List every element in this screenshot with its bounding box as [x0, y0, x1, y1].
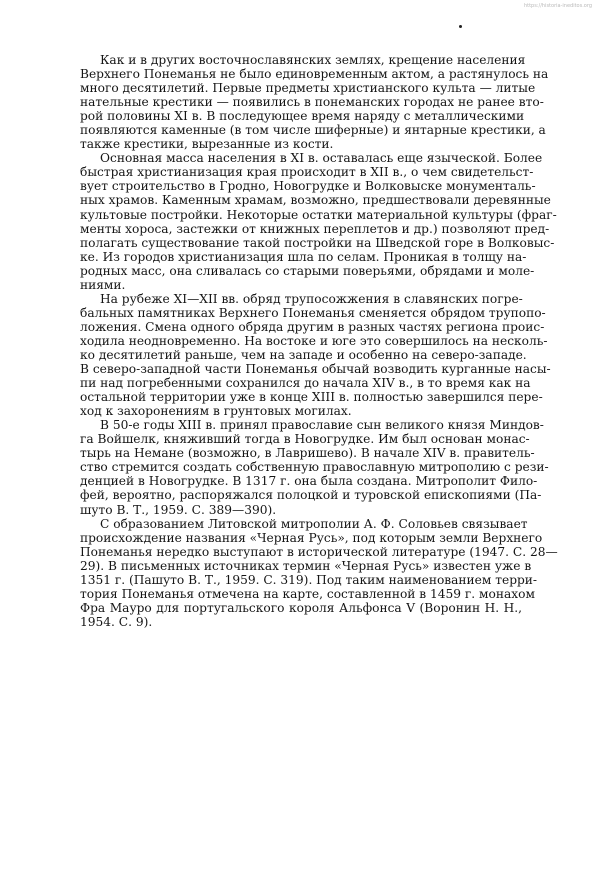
text-line: 29). В письменных источниках термин «Черная Русь» известен уже в: [80, 558, 532, 573]
text-line: рой половины XI в. В последующее время наряду с металлическими: [80, 109, 525, 124]
text-line: бальных памятниках Верхнего Понеманья сменяется обрядом трупопо-: [80, 305, 546, 320]
text-line: Основная масса населения в XI в. оставалась еще языческой. Более: [100, 151, 543, 166]
text-line: ных храмов. Каменным храмам, возможно, предшествовали деревянные: [80, 193, 551, 208]
text-line: ложения. Смена одного обряда другим в разных частях региона проис-: [80, 319, 545, 334]
text-line: ход к захоронениям в грунтовых могилах.: [80, 404, 352, 419]
text-line: также крестики, вырезанные из кости.: [80, 137, 334, 152]
text-line: нательные крестики — появились в понеманских городах не ранее вто-: [80, 95, 544, 110]
text-line: культовые постройки. Некоторые остатки материальной культуры (фраг-: [80, 207, 557, 222]
paragraph: [80, 151, 557, 292]
text-line: С образованием Литовской митрополии А. Ф. Соловьев связывает: [100, 516, 528, 531]
text-line: вует строительство в Гродно, Новогрудке и Волковыске монументаль-: [80, 179, 536, 194]
text-line: 1351 г. (Пашуто В. Т., 1959. С. 319). Под таким наименованием терри-: [80, 572, 538, 587]
text-line: много десятилетий. Первые предметы христианского культа — литые: [80, 81, 536, 96]
text-line: денцией в Новогрудке. В 1317 г. она была создана. Митрополит Фило-: [80, 474, 538, 489]
text-line: фей, вероятно, распоряжался полоцкой и туровской епископиями (Па-: [80, 488, 542, 503]
text-line: происхождение названия «Черная Русь», под которым земли Верхнего: [80, 530, 543, 545]
paragraph: [80, 291, 551, 419]
text-line: ство стремится создать собственную православную митрополию с рези-: [80, 460, 549, 475]
text-line: пи над погребенными сохранился до начала XIV в., в то время как на: [80, 376, 531, 391]
text-line: На рубеже XI—XII вв. обряд трупосожжения в славянских погре-: [100, 291, 523, 306]
body-text: [80, 53, 558, 629]
text-line: ходила неодновременно. На востоке и юге это совершилось на несколь-: [80, 333, 548, 348]
text-line: полагать существование такой постройки на Шведской горе в Волковыс-: [80, 235, 555, 250]
watermark: https://historia-ineditos.org: [523, 3, 592, 9]
text-line: Верхнего Понеманья не было единовременным актом, а растянулось на: [80, 67, 549, 82]
text-line: ке. Из городов христианизация шла по селам. Проникая в толщу на-: [80, 249, 527, 264]
text-line: 1954. С. 9).: [80, 614, 153, 629]
text-line: В 50-е годы XIII в. принял православие сын великого князя Миндов-: [100, 418, 544, 433]
text-line: тырь на Немане (возможно, в Лавришево). В начале XIV в. правитель-: [80, 446, 535, 461]
text-line: быстрая христианизация края происходит в XII в., о чем свидетельст-: [80, 165, 534, 180]
text-line: менты хороса, застежки от книжных переплетов и др.) позволяют пред-: [80, 221, 550, 236]
text-line: появляются каменные (в том числе шиферные) и янтарные крестики, а: [80, 123, 546, 138]
text-line: га Войшелк, княживший тогда в Новогрудке. Им был основан монас-: [80, 432, 530, 447]
paragraph: [80, 418, 549, 517]
text-line: Понеманья нередко выступают в исторической литературе (1947. С. 28—: [80, 544, 558, 559]
text-line: тория Понеманья отмечена на карте, составленной в 1459 г. монахом: [80, 586, 535, 601]
text-line: В северо-западной части Понеманья обычай возводить курганные насы-: [80, 362, 551, 377]
text-line: Фра Мауро для португальского короля Альфонса V (Воронин Н. Н.,: [80, 600, 522, 615]
paragraph: [80, 516, 558, 629]
text-line: родных масс, она сливалась со старыми поверьями, обрядами и моле-: [80, 263, 535, 278]
text-line: Как и в других восточнославянских землях, крещение населения: [100, 53, 526, 67]
text-line: ниями.: [80, 277, 126, 292]
page-speck: [459, 25, 462, 28]
paragraph: [80, 53, 549, 152]
text-line: шуто В. Т., 1959. С. 389—390).: [80, 502, 277, 517]
text-line: ко десятилетий раньше, чем на западе и особенно на северо-западе.: [80, 347, 527, 362]
text-line: остальной территории уже в конце XIII в. полностью завершился пере-: [80, 390, 543, 405]
